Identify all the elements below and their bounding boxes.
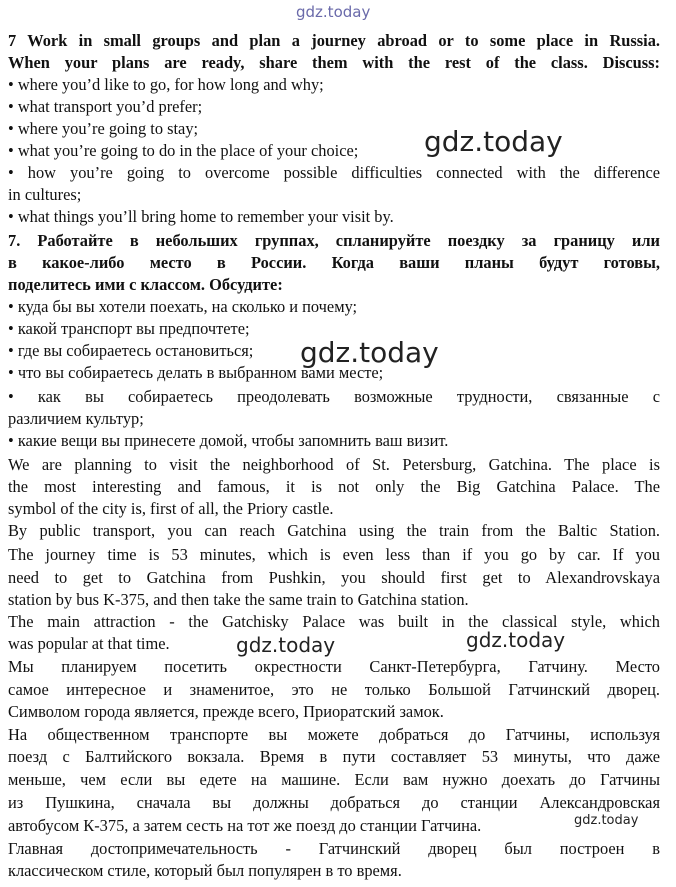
watermark-russian-tasks: gdz.today [300, 336, 439, 369]
task-ru-bullet: • что вы собираетесь делать в выбранном вами месте; [8, 363, 384, 382]
answer-ru-line: меньше, чем если вы едете на машине. Если вам нужно доехать до Гатчины [8, 770, 660, 789]
answer-en-line: symbol of the city is, first of all, the Priory castle. [8, 499, 334, 518]
answer-ru-line: классическом стиле, который был популярен в то время. [8, 861, 402, 880]
answer-ru-line: самое интересное и знаменитое, это не только Большой Гатчинский дворец. [8, 680, 660, 699]
answer-ru-line: Мы планируем посетить окрестности Санкт-Петербурга, Гатчину. Место [8, 657, 660, 676]
answer-ru-line: из Пушкина, сначала вы должны добраться до станции Александровская [8, 793, 660, 812]
answer-ru-line: На общественном транспорте вы можете добраться до Гатчины, используя [8, 725, 660, 744]
answer-en-line: need to get to Gatchina from Pushkin, you should first get to Alexandrovskaya [8, 568, 660, 587]
task-ru-bullet: • куда бы вы хотели поехать, на сколько и почему; [8, 297, 358, 316]
task-ru-bullet-continuation: различием культур; [8, 409, 144, 428]
answer-ru-line: поезд с Балтийского вокзала. Время в пути составляет 53 минуты, что даже [8, 747, 660, 766]
watermark-bottom: gdz.today [574, 813, 639, 828]
task-ru-heading-line-1: 7. Работайте в небольших группах, спланируйте поездку за границу или [8, 231, 660, 250]
answer-en-line: By public transport, you can reach Gatchina using the train from the Baltic Station. [8, 521, 660, 540]
task-en-bullet: • where you’d like to go, for how long and why; [8, 75, 324, 94]
watermark-top: gdz.today [296, 3, 371, 21]
task-ru-bullet: • где вы собираетесь остановиться; [8, 341, 254, 360]
task-ru-heading-line-2: в какое-либо место в России. Когда ваши планы будут готовы, [8, 253, 660, 272]
task-en-heading-line-2: When your plans are ready, share them with the rest of the class. Discuss: [8, 53, 660, 72]
task-en-bullet: • what things you’ll bring home to remember your visit by. [8, 207, 394, 226]
watermark-english-tasks: gdz.today [424, 125, 563, 158]
answer-ru-line: Главная достопримечательность - Гатчинский дворец был построен в [8, 839, 660, 858]
answer-en-line: was popular at that time. [8, 634, 170, 653]
answer-ru-line: автобусом К-375, а затем сесть на тот же поезд до станции Гатчина. [8, 816, 482, 835]
task-en-bullet: • what you’re going to do in the place of your choice; [8, 141, 359, 160]
task-ru-heading-line-3: поделитесь ими с классом. Обсудите: [8, 275, 283, 294]
answer-ru-line: Символом города является, прежде всего, Приоратский замок. [8, 702, 444, 721]
task-en-bullet-continuation: in cultures; [8, 185, 82, 204]
watermark-middle-left: gdz.today [236, 633, 336, 657]
task-en-bullet: • where you’re going to stay; [8, 119, 199, 138]
task-en-bullet: • what transport you’d prefer; [8, 97, 203, 116]
answer-en-line: The main attraction - the Gatchisky Palace was built in the classical style, which [8, 612, 660, 631]
task-en-heading-line-1: 7 Work in small groups and plan a journey abroad or to some place in Russia. [8, 31, 660, 50]
answer-en-line: We are planning to visit the neighborhood of St. Petersburg, Gatchina. The place is [8, 455, 660, 474]
watermark-middle-right: gdz.today [466, 628, 566, 652]
task-ru-bullet: • как вы собираетесь преодолевать возможные трудности, связанные с [8, 387, 660, 406]
answer-en-line: The journey time is 53 minutes, which is even less than if you go by car. If you [8, 545, 660, 564]
task-ru-bullet: • какой транспорт вы предпочтете; [8, 319, 250, 338]
task-en-bullet: • how you’re going to overcome possible difficulties connected with the difference [8, 163, 660, 182]
answer-en-line: the most interesting and famous, it is not only the Big Gatchina Palace. The [8, 477, 660, 496]
answer-en-line: station by bus K-375, and then take the same train to Gatchina station. [8, 590, 469, 609]
task-ru-bullet: • какие вещи вы принесете домой, чтобы запомнить ваш визит. [8, 431, 449, 450]
